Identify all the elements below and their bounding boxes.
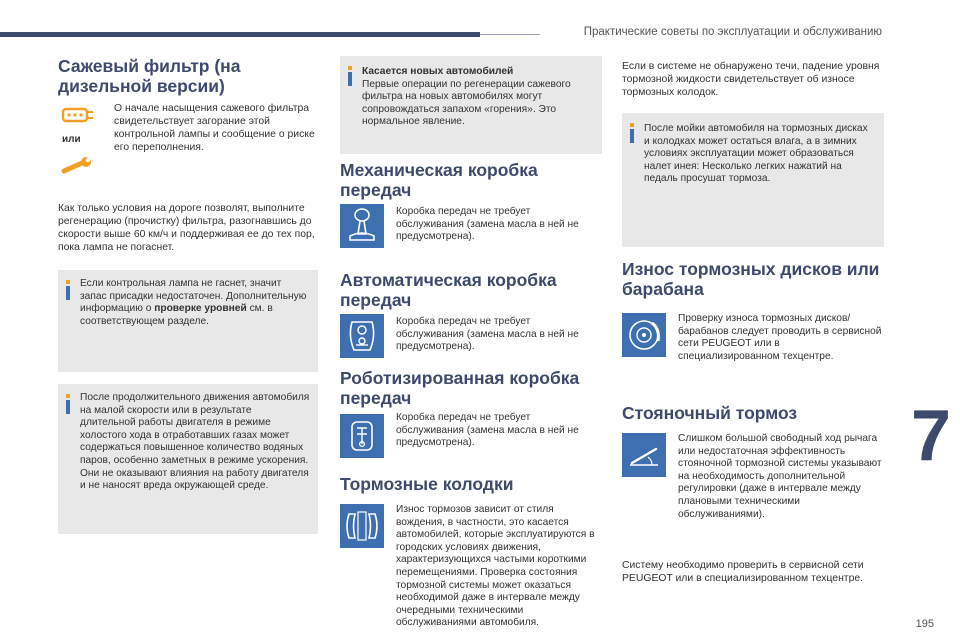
- info-washing-text: После мойки автомобиля на тормозных дисках и колодках может остаться влага, а в зимних условиях эксплуатации может образоваться налет инея: Несколько легких нажатий на педаль просушат тормоза.: [644, 123, 868, 185]
- brake-disc-icon: [622, 313, 666, 357]
- running-header: Практические советы по эксплуатации и обслуживанию: [583, 26, 882, 38]
- robotized-gearbox-heading: Роботизированная коробка передач: [340, 368, 580, 408]
- parking-brake-heading: Стояночный тормоз: [622, 403, 798, 423]
- automatic-gearbox-item: [340, 314, 602, 366]
- brake-discs-text: Проверку износа тормозных дисков/барабанов следует проводить в сервисной сети PEUGEOT или в специализированном техцентре.: [678, 313, 882, 362]
- automatic-gearbox-heading: Автоматическая коробка передач: [340, 270, 557, 310]
- header-rule-thin: [480, 34, 540, 35]
- automatic-gearbox-text: Коробка передач не требует обслуживания (замена масла в ней не предусмотрена).: [396, 316, 579, 353]
- dpf-warning-text: О начале насыщения сажевого фильтра свидетельствует загорание этой контрольной лампы и сообщение о риске его переполнения.: [114, 103, 315, 153]
- or-label: или: [62, 134, 81, 145]
- dpf-regeneration-text: Как только условия на дороге позволят, выполните регенерацию (прочистку) фильтра, разогнавшись до скорости выше 60 км/ч и поддерживая ее до тех пор, пока лампа не погаснет.: [58, 203, 315, 253]
- info-new-vehicles-title: Касается новых автомобилей: [362, 66, 514, 77]
- column-right: [622, 56, 884, 585]
- wrench-icon: [60, 156, 96, 178]
- automatic-gearbox-icon: [340, 314, 384, 358]
- info-box-new-vehicles: [340, 56, 602, 154]
- brake-discs-heading: Износ тормозных дисков или барабана: [622, 259, 880, 299]
- robotized-gearbox-item: [340, 410, 602, 466]
- dpf-heading: Сажевый фильтр (на дизельной версии): [58, 56, 241, 96]
- manual-gearbox-item: [340, 204, 602, 260]
- info-additive-text: Если контрольная лампа не гаснет, значит запас присадки недостаточен. Дополнительную информацию о проверке уровней см. в соответствующем разделе.: [80, 278, 307, 327]
- parking-brake-note: Систему необходимо проверить в сервисной сети PEUGEOT или в специализированном техцентре.: [622, 560, 864, 584]
- brake-pads-item: [340, 504, 602, 634]
- levels-link-text: проверке уровней: [154, 303, 247, 315]
- brake-discs-item: [622, 313, 884, 399]
- parking-brake-item: [622, 433, 884, 557]
- info-box-washing: [622, 113, 884, 247]
- manual-gearbox-heading: Механическая коробка передач: [340, 160, 538, 200]
- dpf-warning-icon: [60, 104, 96, 126]
- robotized-gearbox-text: Коробка передач не требует обслуживания (замена масла в ней не предусмотрена).: [396, 412, 579, 449]
- info-new-vehicles-text: Первые операции по регенерации сажевого фильтра на новых автомобилях могут сопровождаться запахом «горения». Это нормальное явление.: [362, 78, 571, 128]
- chapter-number: 7: [910, 396, 952, 476]
- parking-brake-text: Слишком большой свободный ход рычага или недостаточная эффективность стояночной тормозной системы указывают на необходимость дополнительной регулировки (даже в интервале между плановыми техническими обслуживаниями).: [678, 433, 882, 520]
- robotized-gearbox-icon: [340, 414, 384, 458]
- brake-pads-text: Износ тормозов зависит от стиля вождения, в частности, это касается автомобилей, которые эксплуатируются в городских условиях движения, характеризующихся частыми короткими перемещениями. Проверка состояния тормозной системы может оказаться необходимой даже в интервале между очередными техническими обслуживаниями автомобиля.: [396, 504, 595, 629]
- column-left: [58, 56, 318, 534]
- info-box-water-vapour: [58, 384, 318, 534]
- info-icon: [629, 123, 635, 143]
- parking-brake-icon: [622, 433, 666, 477]
- info-icon: [65, 280, 71, 300]
- manual-gearbox-icon: [340, 204, 384, 248]
- info-icon: [65, 394, 71, 414]
- info-box-additive: [58, 270, 318, 372]
- header-rule: [0, 32, 480, 37]
- brake-pads-heading: Тормозные колодки: [340, 474, 514, 494]
- info-water-vapour-text: После продолжительного движения автомобиля на малой скорости или в результате длительной работы двигателя в режиме холостого хода в отработавших газах может содержаться повышенное количество водяных паров, особенно заметных в режиме ускорения. Они не оказывают влияния на работу двигателя и не наносят вреда окружающей среде.: [80, 392, 310, 492]
- brake-pads-icon: [340, 504, 384, 548]
- chapter-tab: [902, 388, 960, 484]
- dpf-warning-block: [58, 100, 318, 200]
- info-icon: [347, 66, 353, 86]
- brake-fluid-text: Если в системе не обнаружено течи, падение уровня тормозной жидкости свидетельствует об износе тормозных колодок.: [622, 61, 880, 98]
- page-number: 195: [915, 618, 934, 630]
- column-middle: [340, 56, 602, 634]
- manual-gearbox-text: Коробка передач не требует обслуживания (замена масла в ней не предусмотрена).: [396, 206, 579, 243]
